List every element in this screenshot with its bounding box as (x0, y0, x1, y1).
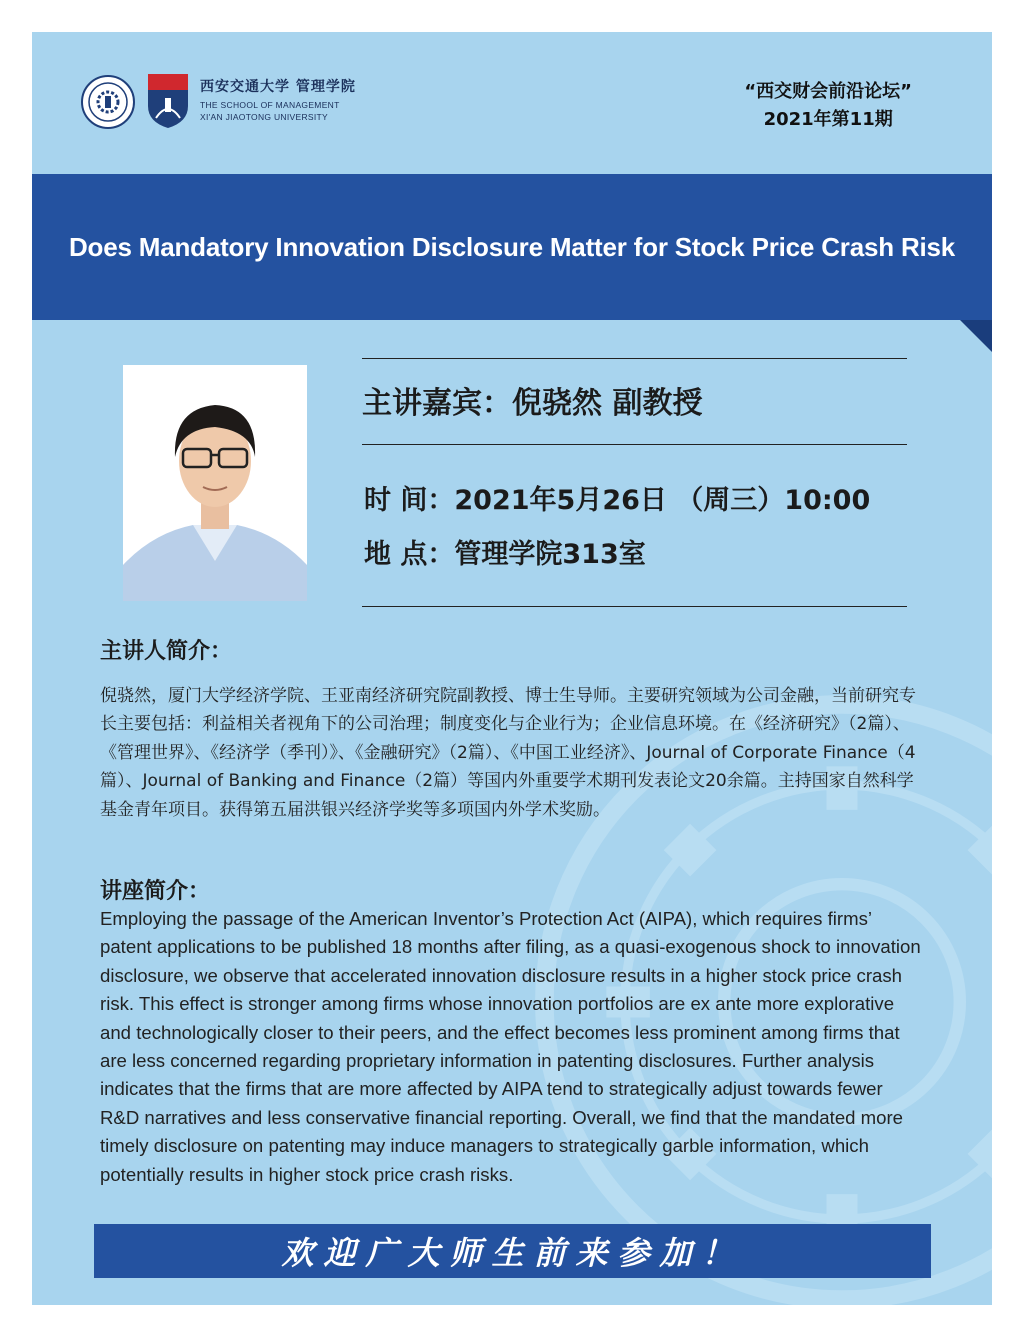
abstract-text: Employing the passage of the American Inventor’s Protection Act (AIPA), which requires firms’ patent applications to be published 18 months after filing, as a quasi-exogenous shock to innovation disclosure, we observe that accelerated innovation disclosure results in a higher stock price crash risk. This effect is stronger among firms whose innovation portfolios are ex ante more explorative and technologically closer to their peers, and the effect becomes less prominent among firms that are less concerned regarding proprietary information in patenting disclosures. Further analysis indicates that the firms that are more affected by AIPA tend to strategically adjust towards fewer R&D narratives and less conservative financial reporting. Overall, we find that the mandated more timely disclosure on patenting may induce managers to strategically garble information, which potentially results in higher stock price crash risks. (100, 908, 921, 1185)
welcome-banner (94, 1224, 931, 1278)
title-banner (32, 174, 992, 320)
school-name-cn: 西安交通大学 管理学院 (200, 79, 356, 95)
poster (32, 32, 992, 1305)
speaker-portrait-icon (123, 365, 307, 601)
speaker-name: 主讲嘉宾：倪骁然 副教授 (362, 386, 703, 421)
school-name-en: THE SCHOOL OF MANAGEMENT (200, 100, 340, 110)
bio-text: 倪骁然，厦门大学经济学院、王亚南经济研究院副教授、博士生导师。主要研究领域为公司金融，当前研究专长主要包括：利益相关者视角下的公司治理；制度变化与企业行为；企业信息环境。在《经济研究》（2篇）、《管理世界》、《经济学（季刊）》、《金融研究》（2篇）、《中国工业经济》、Journal of Corporate Finance（4篇）、Journal of Banking and Finance（2篇）等国内外重要学术期刊发表论文20余篇。主持国家自然科学基金青年项目。获得第五届洪银兴经济学奖等多项国内外学术奖励。 (100, 686, 916, 820)
xjtu-seal-icon (80, 74, 136, 130)
forum-name: “西交财会前沿论坛” (744, 81, 912, 102)
forum-issue: 2021年第11期 (763, 109, 893, 130)
forum-info (744, 78, 912, 134)
divider (362, 358, 907, 359)
abstract-heading: 讲座简介： (100, 879, 211, 904)
talk-title: Does Mandatory Innovation Disclosure Matter for Stock Price Crash Risk (68, 231, 956, 262)
school-shield-icon (146, 72, 190, 130)
divider (362, 444, 907, 445)
divider (362, 606, 907, 607)
event-time: 时 间：2021年5月26日 （周三）10:00 (364, 485, 871, 516)
speaker-photo (123, 365, 307, 601)
welcome-text: 欢迎广大师生前来参加！ (281, 1234, 744, 1272)
university-name-en: XI'AN JIAOTONG UNIVERSITY (200, 112, 328, 122)
banner-fold (960, 320, 992, 352)
bio-heading: 主讲人简介： (100, 639, 233, 664)
event-place: 地 点：管理学院313室 (364, 539, 646, 570)
